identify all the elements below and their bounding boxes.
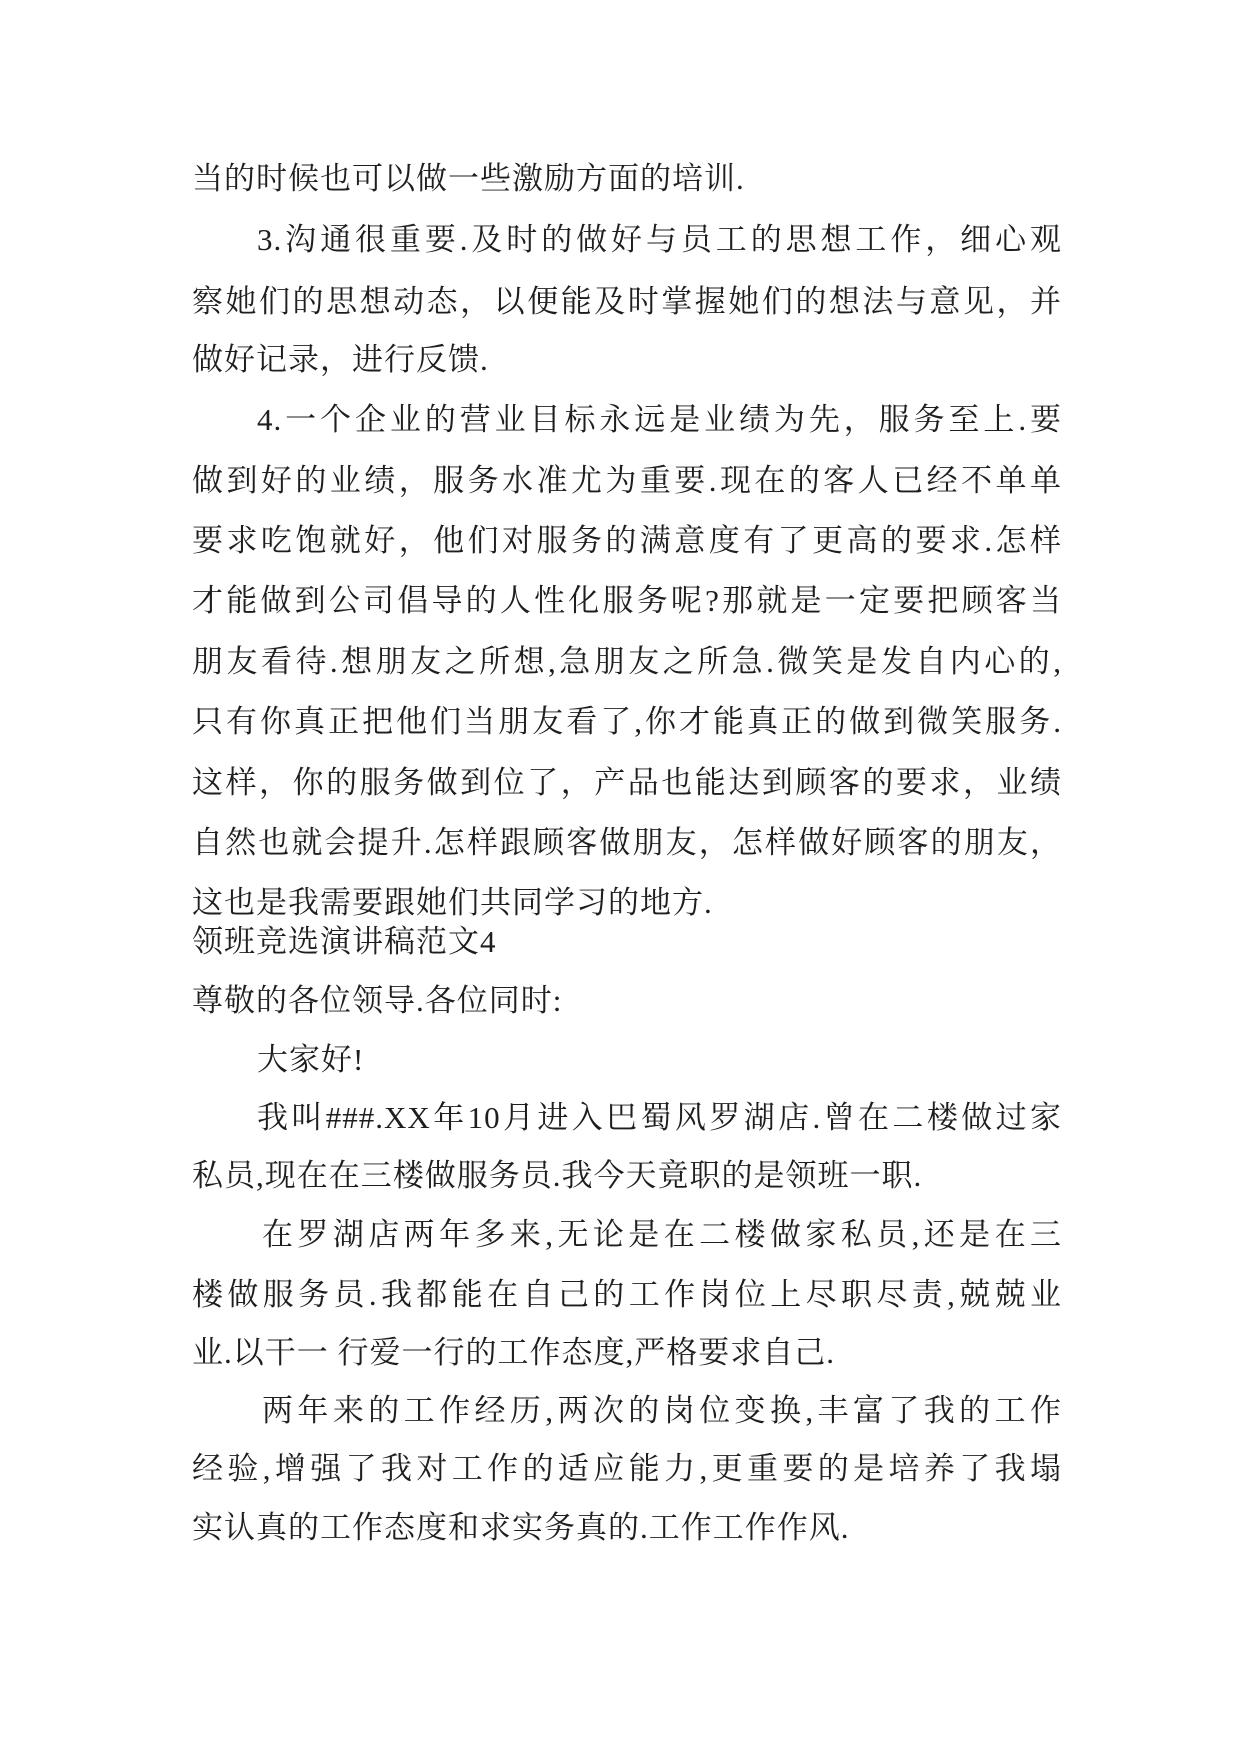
text-line: 我叫###.XX年10月进入巴蜀风罗湖店.曾在二楼做过家: [257, 1100, 1062, 1135]
text-line: 这样，你的服务做到位了，产品也能达到顾客的要求，业绩: [192, 765, 1062, 800]
text-line: 察她们的思想动态，以便能及时掌握她们的想法与意见，并: [192, 284, 1062, 319]
text-line: 3.沟通很重要.及时的做好与员工的思想工作，细心观: [257, 222, 1062, 257]
text-line: 当的时候也可以做一些激励方面的培训.: [192, 161, 745, 196]
text-line: 朋友看待.想朋友之所想,急朋友之所急.微笑是发自内心的,: [192, 644, 1062, 679]
text-line: 经验,增强了我对工作的适应能力,更重要的是培养了我塌: [192, 1451, 1062, 1486]
text-line: 做好记录，进行反馈.: [192, 342, 489, 377]
text-line: 自然也就会提升.怎样跟顾客做朋友，怎样做好顾客的朋友，: [192, 825, 1062, 860]
text-line: 两年来的工作经历,两次的岗位变换,丰富了我的工作: [262, 1393, 1062, 1428]
speech-title: 领班竞选演讲稿范文4: [192, 924, 497, 959]
text-line: 私员,现在在三楼做服务员.我今天竟职的是领班一职.: [192, 1158, 923, 1193]
text-line: 在罗湖店两年多来,无论是在二楼做家私员,还是在三: [262, 1217, 1062, 1252]
salutation: 尊敬的各位领导.各位同时:: [192, 983, 563, 1018]
text-line: 只有你真正把他们当朋友看了,你才能真正的做到微笑服务.: [192, 704, 1062, 739]
text-line: 要求吃饱就好，他们对服务的满意度有了更高的要求.怎样: [192, 523, 1062, 558]
text-line: 才能做到公司倡导的人性化服务呢?那就是一定要把顾客当: [192, 583, 1062, 618]
text-line: 做到好的业绩，服务水准尤为重要.现在的客人已经不单单: [192, 463, 1062, 498]
text-line: 楼做服务员.我都能在自己的工作岗位上尽职尽责,兢兢业: [192, 1277, 1062, 1312]
text-line: 4.一个企业的营业目标永远是业绩为先，服务至上.要: [257, 402, 1062, 437]
text-line: 这也是我需要跟她们共同学习的地方.: [192, 885, 713, 920]
greeting: 大家好!: [257, 1042, 365, 1077]
text-line: 业.以干一 行爱一行的工作态度,严格要求自己.: [192, 1335, 835, 1370]
text-line: 实认真的工作态度和求实务真的.工作工作作风.: [192, 1510, 850, 1545]
